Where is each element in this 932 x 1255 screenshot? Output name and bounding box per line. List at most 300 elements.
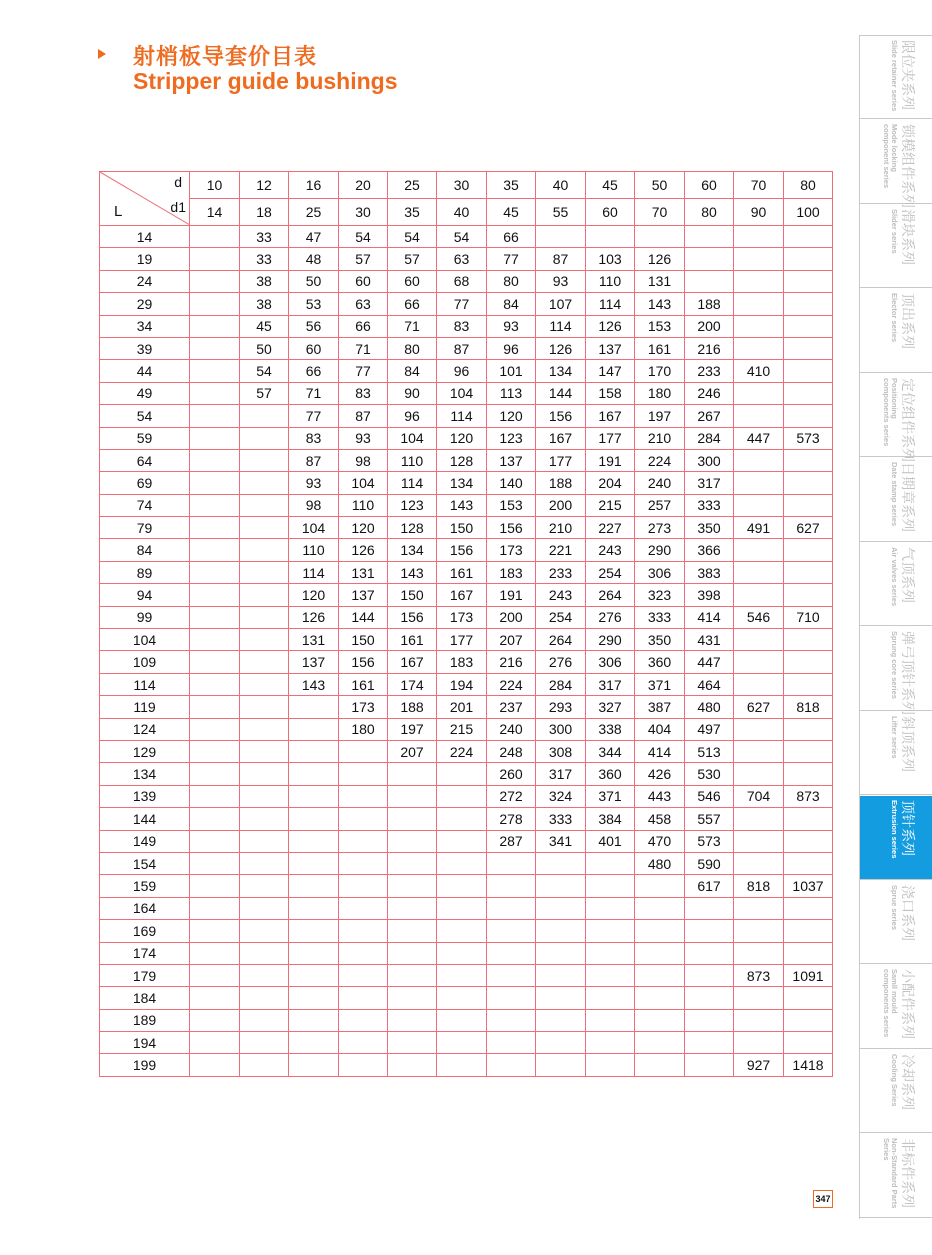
table-row bbox=[100, 987, 833, 1009]
price-cell bbox=[240, 427, 289, 449]
price-cell bbox=[734, 584, 784, 606]
price-cell bbox=[734, 740, 784, 762]
sidebar-tab[interactable] bbox=[860, 35, 932, 119]
price-cell bbox=[586, 852, 635, 874]
price-cell bbox=[339, 830, 388, 852]
price-cell bbox=[586, 1032, 635, 1054]
price-cell bbox=[339, 964, 388, 986]
price-cell bbox=[339, 740, 388, 762]
price-cell bbox=[734, 337, 784, 359]
price-cell bbox=[240, 718, 289, 740]
price-cell: 140 bbox=[487, 472, 536, 494]
sidebar-tab[interactable] bbox=[860, 627, 932, 715]
price-cell bbox=[685, 964, 734, 986]
price-cell: 131 bbox=[635, 270, 685, 292]
row-L-cell: 54 bbox=[100, 405, 190, 427]
price-cell: 210 bbox=[536, 517, 586, 539]
price-cell bbox=[190, 897, 240, 919]
sidebar-tab-label-en: Sprung core series bbox=[890, 631, 899, 699]
price-cell bbox=[289, 987, 339, 1009]
price-cell bbox=[240, 875, 289, 897]
price-cell bbox=[487, 1032, 536, 1054]
price-cell bbox=[734, 651, 784, 673]
price-cell: 224 bbox=[635, 449, 685, 471]
price-cell bbox=[388, 830, 437, 852]
header-d1-cell: 70 bbox=[635, 199, 685, 226]
sidebar-tab-label-en: Cooling Series bbox=[890, 1053, 899, 1107]
price-cell: 360 bbox=[586, 763, 635, 785]
table-row bbox=[100, 427, 833, 449]
header-d1-cell: 30 bbox=[339, 199, 388, 226]
table-row bbox=[100, 248, 833, 270]
table-row bbox=[100, 830, 833, 852]
price-cell: 131 bbox=[289, 629, 339, 651]
price-cell: 366 bbox=[685, 539, 734, 561]
price-cell: 360 bbox=[635, 651, 685, 673]
row-L-cell: 69 bbox=[100, 472, 190, 494]
sidebar-tab-label-group bbox=[876, 714, 916, 792]
price-cell: 167 bbox=[388, 651, 437, 673]
price-cell bbox=[190, 494, 240, 516]
price-cell: 627 bbox=[784, 517, 833, 539]
header-d-cell: 70 bbox=[734, 172, 784, 199]
price-cell bbox=[635, 1032, 685, 1054]
sidebar-tab[interactable] bbox=[860, 1049, 932, 1133]
price-cell: 120 bbox=[339, 517, 388, 539]
table-row bbox=[100, 472, 833, 494]
price-cell: 87 bbox=[339, 405, 388, 427]
corner-d-label: d bbox=[174, 174, 182, 190]
price-cell bbox=[190, 763, 240, 785]
price-cell: 87 bbox=[437, 337, 487, 359]
price-cell: 93 bbox=[339, 427, 388, 449]
price-cell: 144 bbox=[536, 382, 586, 404]
price-cell bbox=[734, 808, 784, 830]
price-cell: 590 bbox=[685, 852, 734, 874]
price-cell bbox=[536, 1054, 586, 1076]
price-cell: 134 bbox=[388, 539, 437, 561]
price-cell: 83 bbox=[339, 382, 388, 404]
table-row bbox=[100, 561, 833, 583]
row-L-cell: 194 bbox=[100, 1032, 190, 1054]
price-cell: 126 bbox=[635, 248, 685, 270]
price-cell: 126 bbox=[586, 315, 635, 337]
row-L-cell: 119 bbox=[100, 696, 190, 718]
price-cell: 227 bbox=[586, 517, 635, 539]
price-cell bbox=[240, 1032, 289, 1054]
price-cell bbox=[734, 561, 784, 583]
price-cell bbox=[586, 897, 635, 919]
sidebar-tab-label-zh: 限位夹系列 bbox=[900, 40, 916, 110]
row-L-cell: 149 bbox=[100, 830, 190, 852]
price-cell bbox=[240, 584, 289, 606]
price-cell: 221 bbox=[536, 539, 586, 561]
table-row bbox=[100, 517, 833, 539]
sidebar-tab[interactable] bbox=[860, 796, 932, 880]
price-cell: 224 bbox=[487, 673, 536, 695]
price-cell: 546 bbox=[734, 606, 784, 628]
price-cell bbox=[289, 785, 339, 807]
price-cell bbox=[388, 1009, 437, 1031]
row-L-cell: 79 bbox=[100, 517, 190, 539]
price-cell bbox=[487, 964, 536, 986]
price-cell: 404 bbox=[635, 718, 685, 740]
price-cell bbox=[190, 226, 240, 248]
price-cell: 158 bbox=[586, 382, 635, 404]
price-cell bbox=[734, 293, 784, 315]
price-cell: 350 bbox=[635, 629, 685, 651]
price-cell bbox=[240, 651, 289, 673]
price-cell: 110 bbox=[339, 494, 388, 516]
price-cell: 267 bbox=[685, 405, 734, 427]
price-cell bbox=[784, 830, 833, 852]
price-cell bbox=[734, 673, 784, 695]
price-cell: 147 bbox=[586, 360, 635, 382]
price-cell: 128 bbox=[437, 449, 487, 471]
price-cell bbox=[784, 629, 833, 651]
header-d-cell: 10 bbox=[190, 172, 240, 199]
price-cell: 120 bbox=[289, 584, 339, 606]
price-cell bbox=[685, 920, 734, 942]
price-cell bbox=[190, 606, 240, 628]
table-row bbox=[100, 651, 833, 673]
header-d1-cell: 100 bbox=[784, 199, 833, 226]
price-cell: 254 bbox=[586, 561, 635, 583]
price-cell: 287 bbox=[487, 830, 536, 852]
price-cell bbox=[240, 785, 289, 807]
row-L-cell: 89 bbox=[100, 561, 190, 583]
price-cell: 54 bbox=[388, 226, 437, 248]
price-cell: 306 bbox=[586, 651, 635, 673]
price-cell: 128 bbox=[388, 517, 437, 539]
price-cell: 143 bbox=[388, 561, 437, 583]
price-cell: 530 bbox=[685, 763, 734, 785]
price-cell bbox=[388, 808, 437, 830]
price-cell: 276 bbox=[536, 651, 586, 673]
row-L-cell: 64 bbox=[100, 449, 190, 471]
row-L-cell: 94 bbox=[100, 584, 190, 606]
sidebar-tab[interactable] bbox=[860, 711, 932, 795]
price-cell: 80 bbox=[487, 270, 536, 292]
price-cell: 1418 bbox=[784, 1054, 833, 1076]
sidebar-tab-label-group bbox=[876, 629, 916, 715]
price-cell: 491 bbox=[734, 517, 784, 539]
sidebar-tab-label-zh: 定位组件系列 bbox=[900, 377, 916, 462]
sidebar-tab-label-group bbox=[876, 376, 916, 462]
price-cell: 57 bbox=[339, 248, 388, 270]
price-cell: 98 bbox=[289, 494, 339, 516]
sidebar-tab-label-zh: 冷却系列 bbox=[900, 1053, 916, 1110]
price-cell bbox=[784, 1032, 833, 1054]
sidebar-tab-label-en: Mode locking component series bbox=[882, 124, 899, 189]
price-cell: 167 bbox=[586, 405, 635, 427]
price-cell bbox=[289, 942, 339, 964]
corner-L-label: L bbox=[114, 203, 123, 220]
price-cell bbox=[289, 1032, 339, 1054]
row-L-cell: 74 bbox=[100, 494, 190, 516]
corner-d1-label: d1 bbox=[170, 199, 186, 215]
sidebar-tab[interactable] bbox=[860, 542, 932, 626]
price-cell bbox=[685, 1009, 734, 1031]
price-cell bbox=[784, 248, 833, 270]
sidebar-tab-label-group bbox=[876, 291, 916, 369]
price-cell bbox=[536, 964, 586, 986]
price-cell: 627 bbox=[734, 696, 784, 718]
price-cell bbox=[586, 942, 635, 964]
price-cell bbox=[388, 942, 437, 964]
price-cell bbox=[190, 718, 240, 740]
price-cell: 126 bbox=[339, 539, 388, 561]
price-cell: 240 bbox=[487, 718, 536, 740]
price-cell: 143 bbox=[635, 293, 685, 315]
row-L-cell: 124 bbox=[100, 718, 190, 740]
price-cell: 84 bbox=[487, 293, 536, 315]
price-cell bbox=[437, 785, 487, 807]
price-cell bbox=[784, 315, 833, 337]
price-cell: 401 bbox=[586, 830, 635, 852]
price-cell bbox=[190, 539, 240, 561]
price-cell: 371 bbox=[635, 673, 685, 695]
price-cell: 426 bbox=[635, 763, 685, 785]
header-d-cell: 25 bbox=[388, 172, 437, 199]
sidebar-tab-label-group bbox=[876, 207, 916, 285]
header-row-d1 bbox=[100, 199, 833, 226]
price-cell bbox=[685, 897, 734, 919]
price-cell bbox=[784, 382, 833, 404]
price-cell: 66 bbox=[339, 315, 388, 337]
sidebar-tab-label-en: Non-Standard Parts Series bbox=[882, 1138, 899, 1209]
price-cell bbox=[289, 1009, 339, 1031]
sidebar-tab[interactable] bbox=[860, 965, 932, 1049]
price-cell: 114 bbox=[388, 472, 437, 494]
price-cell: 66 bbox=[487, 226, 536, 248]
price-cell bbox=[784, 987, 833, 1009]
price-cell: 215 bbox=[437, 718, 487, 740]
price-cell: 443 bbox=[635, 785, 685, 807]
price-cell: 290 bbox=[586, 629, 635, 651]
header-row-d bbox=[100, 172, 833, 199]
price-cell bbox=[190, 673, 240, 695]
price-cell bbox=[536, 1032, 586, 1054]
price-cell bbox=[784, 494, 833, 516]
table-row bbox=[100, 808, 833, 830]
price-cell bbox=[784, 270, 833, 292]
price-cell: 204 bbox=[586, 472, 635, 494]
price-cell: 447 bbox=[685, 651, 734, 673]
price-cell: 927 bbox=[734, 1054, 784, 1076]
row-L-cell: 159 bbox=[100, 875, 190, 897]
price-cell: 114 bbox=[536, 315, 586, 337]
sidebar-tab-label-en: Sprue series bbox=[890, 884, 899, 930]
price-cell: 150 bbox=[339, 629, 388, 651]
price-cell: 197 bbox=[388, 718, 437, 740]
price-cell bbox=[784, 360, 833, 382]
price-cell bbox=[240, 517, 289, 539]
table-row bbox=[100, 1054, 833, 1076]
price-cell: 177 bbox=[586, 427, 635, 449]
price-cell: 60 bbox=[339, 270, 388, 292]
price-cell bbox=[190, 360, 240, 382]
table-row bbox=[100, 382, 833, 404]
table-row bbox=[100, 315, 833, 337]
price-cell: 216 bbox=[685, 337, 734, 359]
price-cell: 96 bbox=[437, 360, 487, 382]
price-cell bbox=[734, 1032, 784, 1054]
price-cell bbox=[586, 875, 635, 897]
price-cell bbox=[487, 920, 536, 942]
table-row bbox=[100, 226, 833, 248]
price-cell bbox=[784, 808, 833, 830]
price-cell: 48 bbox=[289, 248, 339, 270]
price-cell: 101 bbox=[487, 360, 536, 382]
price-cell: 83 bbox=[289, 427, 339, 449]
price-cell: 180 bbox=[339, 718, 388, 740]
price-cell: 71 bbox=[388, 315, 437, 337]
sidebar-tab-label-en: Air valves series bbox=[890, 546, 899, 606]
sidebar-tab[interactable] bbox=[860, 458, 932, 542]
price-cell: 398 bbox=[685, 584, 734, 606]
price-cell: 200 bbox=[536, 494, 586, 516]
price-cell: 156 bbox=[487, 517, 536, 539]
price-cell: 818 bbox=[784, 696, 833, 718]
sidebar-tab-label-zh: 锁模组件系列 bbox=[900, 124, 916, 208]
price-cell: 173 bbox=[437, 606, 487, 628]
price-cell: 90 bbox=[388, 382, 437, 404]
price-cell: 103 bbox=[586, 248, 635, 270]
price-cell: 233 bbox=[536, 561, 586, 583]
row-L-cell: 144 bbox=[100, 808, 190, 830]
sidebar-tab-label-zh: 滑块系列 bbox=[900, 208, 916, 265]
row-L-cell: 99 bbox=[100, 606, 190, 628]
price-cell bbox=[536, 852, 586, 874]
price-cell: 83 bbox=[437, 315, 487, 337]
price-cell: 144 bbox=[339, 606, 388, 628]
price-cell: 38 bbox=[240, 270, 289, 292]
series-sidebar bbox=[859, 35, 932, 1219]
price-cell: 873 bbox=[784, 785, 833, 807]
price-cell: 183 bbox=[487, 561, 536, 583]
price-cell: 384 bbox=[586, 808, 635, 830]
price-cell: 237 bbox=[487, 696, 536, 718]
sidebar-tab-label-zh: 小配件系列 bbox=[900, 969, 916, 1039]
price-cell bbox=[635, 964, 685, 986]
price-cell bbox=[289, 718, 339, 740]
price-cell: 306 bbox=[635, 561, 685, 583]
price-cell: 77 bbox=[339, 360, 388, 382]
price-cell bbox=[289, 808, 339, 830]
table-row bbox=[100, 897, 833, 919]
price-cell: 56 bbox=[289, 315, 339, 337]
price-cell bbox=[734, 472, 784, 494]
header-d1-cell: 14 bbox=[190, 199, 240, 226]
price-cell bbox=[190, 785, 240, 807]
price-cell bbox=[784, 740, 833, 762]
sidebar-tab-label-en: Elector series bbox=[890, 293, 899, 343]
price-cell: 161 bbox=[388, 629, 437, 651]
price-cell: 173 bbox=[487, 539, 536, 561]
price-cell bbox=[784, 763, 833, 785]
price-cell bbox=[388, 1032, 437, 1054]
price-cell: 161 bbox=[437, 561, 487, 583]
price-cell bbox=[437, 897, 487, 919]
price-cell bbox=[734, 1009, 784, 1031]
price-cell bbox=[190, 270, 240, 292]
price-cell: 54 bbox=[437, 226, 487, 248]
price-cell: 200 bbox=[487, 606, 536, 628]
sidebar-tab-label-en: Positioning components series bbox=[882, 377, 899, 446]
price-cell: 80 bbox=[388, 337, 437, 359]
price-cell bbox=[240, 964, 289, 986]
price-cell bbox=[734, 718, 784, 740]
price-cell: 497 bbox=[685, 718, 734, 740]
sidebar-tab[interactable] bbox=[860, 289, 932, 373]
price-cell: 123 bbox=[487, 427, 536, 449]
sidebar-tab-label-zh: 顶出系列 bbox=[900, 293, 916, 349]
price-cell: 113 bbox=[487, 382, 536, 404]
price-cell bbox=[536, 1009, 586, 1031]
price-cell bbox=[437, 808, 487, 830]
price-cell: 224 bbox=[437, 740, 487, 762]
sidebar-tab[interactable] bbox=[860, 120, 932, 208]
price-cell: 317 bbox=[685, 472, 734, 494]
price-cell: 167 bbox=[437, 584, 487, 606]
price-cell bbox=[240, 561, 289, 583]
table-row bbox=[100, 337, 833, 359]
price-cell: 317 bbox=[586, 673, 635, 695]
price-cell bbox=[437, 920, 487, 942]
row-L-cell: 199 bbox=[100, 1054, 190, 1076]
price-cell bbox=[586, 1054, 635, 1076]
price-cell: 233 bbox=[685, 360, 734, 382]
price-cell bbox=[734, 852, 784, 874]
price-cell: 77 bbox=[487, 248, 536, 270]
sidebar-tab[interactable] bbox=[860, 373, 932, 462]
price-cell: 573 bbox=[685, 830, 734, 852]
price-cell bbox=[240, 539, 289, 561]
sidebar-tab[interactable] bbox=[860, 1134, 932, 1218]
price-cell: 170 bbox=[635, 360, 685, 382]
price-cell: 300 bbox=[685, 449, 734, 471]
sidebar-tab[interactable] bbox=[860, 204, 932, 288]
table-row bbox=[100, 763, 833, 785]
price-cell bbox=[339, 1009, 388, 1031]
price-cell bbox=[635, 987, 685, 1009]
price-cell bbox=[586, 964, 635, 986]
price-cell bbox=[190, 293, 240, 315]
price-cell: 114 bbox=[586, 293, 635, 315]
price-cell bbox=[784, 942, 833, 964]
price-cell: 344 bbox=[586, 740, 635, 762]
price-cell bbox=[339, 1054, 388, 1076]
price-cell: 293 bbox=[536, 696, 586, 718]
header-d1-cell: 35 bbox=[388, 199, 437, 226]
price-cell bbox=[339, 897, 388, 919]
price-cell: 150 bbox=[388, 584, 437, 606]
price-cell: 246 bbox=[685, 382, 734, 404]
row-L-cell: 49 bbox=[100, 382, 190, 404]
page-title-en: Stripper guide bushings bbox=[133, 68, 398, 94]
header-d-cell: 16 bbox=[289, 172, 339, 199]
sidebar-tab-label-en: Date stamp series bbox=[890, 462, 899, 527]
header-d1-cell: 18 bbox=[240, 199, 289, 226]
price-cell: 50 bbox=[240, 337, 289, 359]
sidebar-tab-label-zh: 弹弓顶针系列 bbox=[900, 631, 916, 715]
row-L-cell: 114 bbox=[100, 673, 190, 695]
price-cell bbox=[190, 1032, 240, 1054]
price-cell: 98 bbox=[339, 449, 388, 471]
price-cell bbox=[289, 852, 339, 874]
sidebar-tab[interactable] bbox=[860, 880, 932, 964]
